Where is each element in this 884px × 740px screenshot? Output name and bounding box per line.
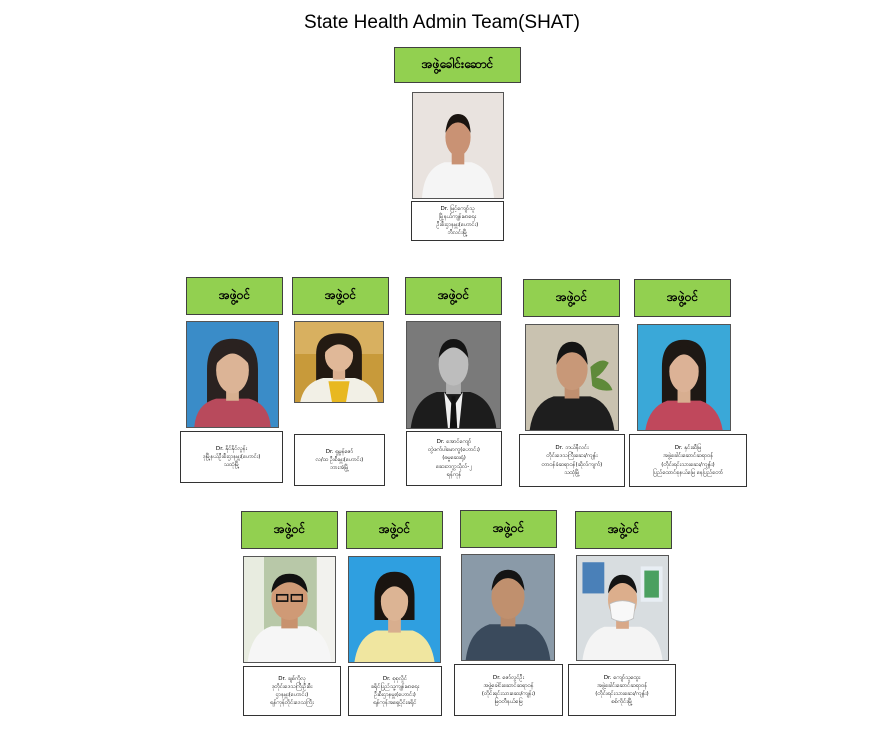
member-caption-line: Dr. စုစုလှိုင် xyxy=(382,675,408,682)
member-caption-line: ဘားအံမြို့ xyxy=(329,465,350,472)
leader-caption-line: ဦးစီးဌာနမှူး(ဟောင်း) xyxy=(436,222,479,228)
member-badge: အဖွဲ့ဝင် xyxy=(346,511,443,549)
member-caption xyxy=(180,431,283,483)
member-caption xyxy=(519,434,625,487)
member-caption-line: စစ်ကိုင်းမြို့ xyxy=(611,699,633,706)
member-photo xyxy=(406,321,501,429)
leader-caption-line: Dr. မြင့်ကျော်သူ xyxy=(440,205,475,212)
member-caption-line: (တိုင်းရင်းသားဆေး/ကျန်း) xyxy=(595,691,649,697)
leader-caption xyxy=(411,201,504,241)
member-caption-line: တွဲဖက်ပါမောက္ခ(ဟောင်း) xyxy=(428,447,480,454)
member-caption-line: သထုံမြို့ xyxy=(223,462,240,469)
member-badge: အဖွဲ့ဝင် xyxy=(241,511,338,549)
member-photo xyxy=(637,324,731,431)
member-caption-line: တိုင်းဒေသကြီးဆေး/ကျန်း xyxy=(546,453,598,460)
member-badge: အဖွဲ့ဝင် xyxy=(405,277,502,315)
leader-caption-line: မြို့နယ်ကျန်းမာရေး xyxy=(438,213,477,220)
member-caption-line: Dr. ဘယ်နီလင်း xyxy=(555,445,589,452)
member-badge: အဖွဲ့ဝင် xyxy=(634,279,731,317)
member-caption-line: မြဝတီနယ်မြေ xyxy=(494,699,523,706)
member-caption xyxy=(568,664,676,716)
chart-title: State Health Admin Team(SHAT) xyxy=(304,12,580,33)
member-photo xyxy=(461,554,555,661)
member-caption-line: အဖွဲ့ခေါင်းဆောင်ဆရာဝန် xyxy=(662,453,714,460)
member-caption-line: ရန်ကုန်အရှေ့ပိုင်းခရိုင် xyxy=(373,700,417,707)
member-caption-line: Dr. နှင်းဆီမြ xyxy=(674,445,702,452)
member-caption-line: တာဝန်ခံဆရာဝန်(ဆိုလ်ကျက်) xyxy=(541,461,603,468)
leader-photo xyxy=(412,92,504,199)
member-caption-line: Dr. နိုင်နိုင်လွန်း xyxy=(215,445,248,452)
member-badge: အဖွဲ့ဝင် xyxy=(523,279,620,317)
member-caption-line: လ/ထ ဦးစီးမှူး(ဟောင်း) xyxy=(315,456,364,463)
member-caption-line: Dr. ချစ်ကိုလှ xyxy=(278,675,306,682)
member-photo xyxy=(525,324,619,431)
member-badge: အဖွဲ့ဝင် xyxy=(186,277,283,315)
member-caption-line: ဒုတိုင်းဒေသကြီးဦးစီး xyxy=(271,683,313,690)
member-caption xyxy=(243,666,341,716)
member-caption xyxy=(348,666,442,716)
member-caption xyxy=(294,434,385,486)
member-caption-line: ဌာနမှူး(ဟောင်း) xyxy=(275,692,309,698)
leader-caption-line: ဘီလင်းမြို့ xyxy=(447,230,468,237)
member-photo xyxy=(186,321,279,428)
member-caption-line: ဦးစီးဌာနမှူး(ဟောင်း) xyxy=(374,692,416,698)
member-caption-line: ရန်ကုန် xyxy=(446,471,462,478)
member-photo xyxy=(576,555,669,661)
member-caption-line: ပြည်ထောင်စုနယ်မြေ နေပြည်တော် xyxy=(652,469,724,476)
leader-badge: အဖွဲ့ခေါင်းဆောင် xyxy=(394,47,521,83)
member-caption-line: ခရိုင်ပြည်သူ့ကျန်းမာရေး xyxy=(370,683,420,690)
member-badge: အဖွဲ့ဝင် xyxy=(575,511,672,549)
member-photo xyxy=(243,556,336,663)
member-caption-line: ဆေးတက္ကသိုလ်-၂ xyxy=(436,463,472,470)
member-caption-line: (တိုင်းရင်းသားဆေး/ကျန်း) xyxy=(661,461,715,468)
member-photo xyxy=(348,556,441,663)
member-caption-line: Dr. အောင်ကျော် xyxy=(436,439,472,446)
member-caption xyxy=(406,431,502,486)
member-badge: အဖွဲ့ဝင် xyxy=(460,510,557,548)
member-caption-line: အဖွဲ့ခေါင်းဆောင်ဆရာဝန် xyxy=(483,682,534,689)
member-caption-line: အဖွဲ့ခေါင်းဆောင်ဆရာဝန် xyxy=(596,682,648,689)
member-caption-line: (တိုင်းရင်းသားဆေး/ကျန်း) xyxy=(481,691,536,697)
member-caption xyxy=(454,664,563,716)
member-caption xyxy=(629,434,747,487)
member-caption-line: ဒုမြို့နယ်ဦးစီးဌာနမှူး(ဟောင်း) xyxy=(202,453,261,460)
member-caption-line: Dr. ဇော်လွင်ဦး xyxy=(492,674,525,681)
member-caption-line: Dr. ကျော်သူထွေး xyxy=(603,674,641,681)
member-caption-line: (ဓမ္မဆေးရုံ) xyxy=(442,455,466,462)
member-photo xyxy=(294,321,384,403)
member-caption-line: Dr. ရှုမွန်ဇော် xyxy=(325,448,354,455)
member-caption-line: ရန်ကုန်တိုင်းဒေသကြီး xyxy=(270,700,314,707)
member-caption-line: သထုံမြို့ xyxy=(564,469,580,476)
member-badge: အဖွဲ့ဝင် xyxy=(292,277,389,315)
